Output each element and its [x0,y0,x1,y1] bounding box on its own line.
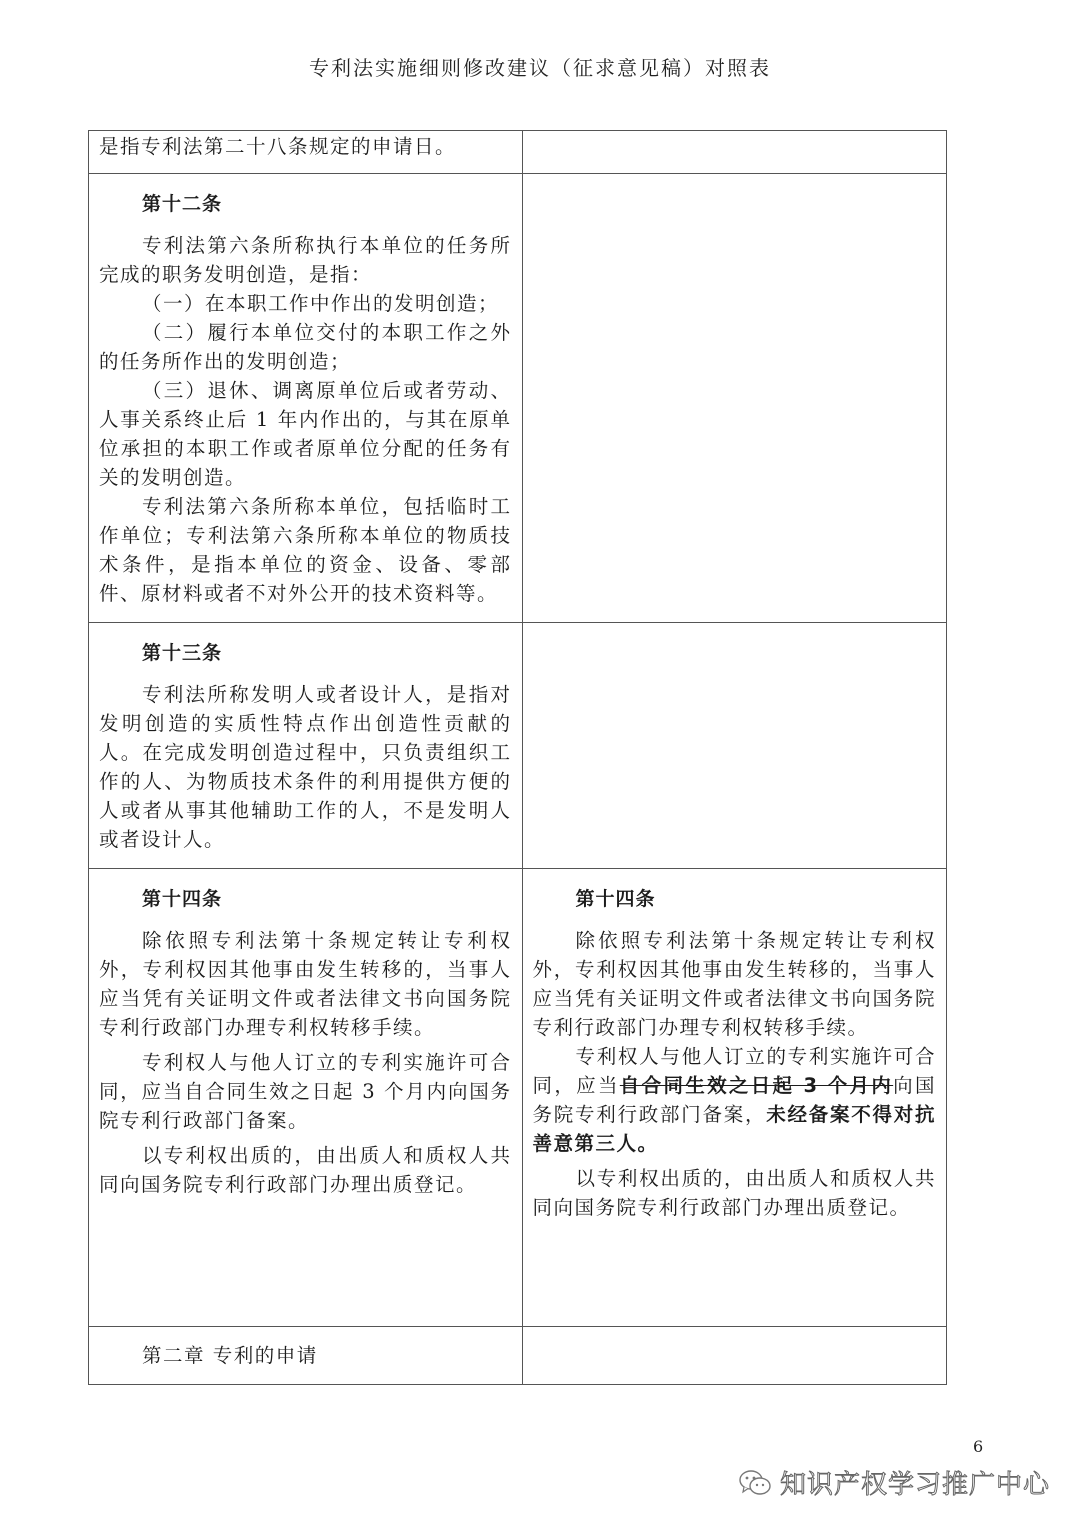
article-heading: 第十四条 [142,888,223,910]
table-row [89,869,947,1327]
amended-paragraph [533,1042,937,1158]
left-cell [89,869,523,1327]
paragraph: 专利权人与他人订立的专利实施许可合同，应当自合同生效之日起 3 个月内向国务院专利行政部门备案。 [99,1051,512,1132]
comparison-table [88,130,947,1385]
list-item: （一）在本职工作中作出的发明创造； [142,292,500,315]
left-cell [89,174,523,623]
left-cell [89,131,523,174]
list-item: （三）退休、调离原单位后或者劳动、人事关系终止后 1 年内作出的，与其在原单位承担的本职工作或者原单位分配的任务有关的发明创造。 [99,379,512,489]
list-item: （二）履行本单位交付的本职工作之外的任务所作出的发明创造； [99,321,512,373]
cell-text: 是指专利法第二十八条规定的申请日。 [99,135,457,158]
page-title: 专利法实施细则修改建议（征求意见稿）对照表 [309,56,771,80]
paragraph: 以专利权出质的，由出质人和质权人共同向国务院专利行政部门办理出质登记。 [532,1167,936,1219]
paragraph: 以专利权出质的，由出质人和质权人共同向国务院专利行政部门办理出质登记。 [99,1144,512,1196]
page-number: 6 [973,1437,984,1456]
table-row [89,623,947,869]
watermark-text: 知识产权学习推广中心 [780,1470,1051,1500]
unchanged-text: 专利权人与他人订立的专利实施许可合同，应当 [532,1045,936,1097]
paragraph: 除依照专利法第十条规定转让专利权外，专利权因其他事由发生转移的，当事人应当凭有关证明文件或者法律文书向国务院专利行政部门办理专利权转移手续。 [532,929,936,1039]
added-text: 未经备案不得对抗善意第三人。 [532,1103,936,1155]
table-row [89,131,947,174]
watermark [738,1464,1050,1501]
paragraph: 除依照专利法第十条规定转让专利权外，专利权因其他事由发生转移的，当事人应当凭有关证明文件或者法律文书向国务院专利行政部门办理专利权转移手续。 [99,929,512,1039]
wechat-icon [738,1469,772,1497]
article-heading: 第十三条 [142,642,223,664]
paragraph: 专利法第六条所称本单位，包括临时工作单位；专利法第六条所称本单位的物质技术条件，是指本单位的资金、设备、零部件、原材料或者不对外公开的技术资料等。 [99,495,512,605]
right-cell [522,869,947,1327]
table-row [89,174,947,623]
table-row [89,1327,947,1385]
unchanged-text: 向国务院专利行政部门备案， [532,1074,936,1126]
right-cell [522,623,947,869]
right-cell [522,174,947,623]
right-cell [522,131,947,174]
article-heading: 第十四条 [575,888,656,910]
deleted-text: 自合同生效之日起 3 个月内 [619,1074,894,1097]
paragraph: 专利法第六条所称执行本单位的任务所完成的职务发明创造，是指： [99,234,512,286]
chapter-heading: 第二章 专利的申请 [142,1344,318,1367]
paragraph: 专利法所称发明人或者设计人，是指对发明创造的实质性特点作出创造性贡献的人。在完成发明创造过程中，只负责组织工作的人、为物质技术条件的利用提供方便的人或者从事其他辅助工作的人，不是发明人或者设计人。 [99,683,512,851]
right-cell [522,1327,947,1385]
article-heading: 第十二条 [142,193,223,215]
left-cell [89,623,523,869]
left-cell [89,1327,523,1385]
